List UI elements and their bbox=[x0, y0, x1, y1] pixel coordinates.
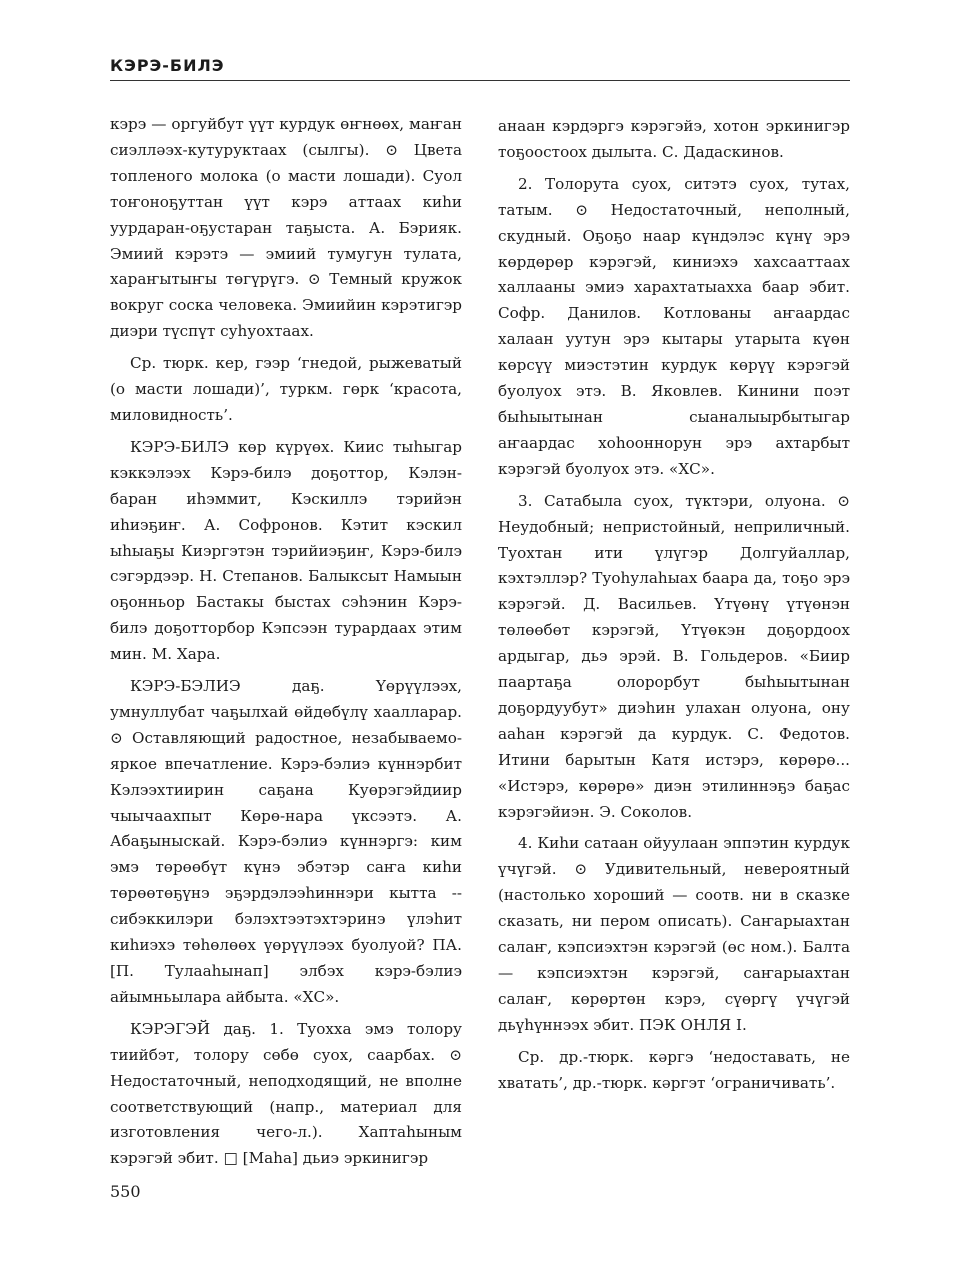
page-number: 550 bbox=[110, 1182, 141, 1201]
left-column bbox=[110, 112, 462, 1178]
running-title: КЭРЭ-БИЛЭ bbox=[110, 56, 225, 75]
entry-keregei-sense-4: 4. Киһи сатаан ойуулаан эппэтин курдук үчүгэй. ⊙ Удивительный, невероятный (настолько хороший — соотв. ни в сказке сказать, ни пером описать). Саҥарыахтан салаҥ, кэпсиэхтэн кэрэгэй (өс ном.). Балта — кэпсиэхтэн кэрэгэй, саҥарыахтан салаҥ, көрөртөн кэрэ, сүөргү үчүгэй дьүһүннээх эбит. ПЭК ОНЛЯ I. bbox=[498, 834, 850, 1034]
entry-keregei-sense-2: 2. Толорута суох, ситэтэ суох, тутах, татым. ⊙ Недостаточный, неполный, скудный. Оҕоҕо наар күндэлэс күнү эрэ көрдөрөр кэрэгэй, киниэхэ хахсааттаах халлааны эмиэ харахтатыахха баар эбит. Софр. Данилов. Котлованы аҥаардас халаан уутун эрэ кытары утарыта күөн көрсүү миэстэтин курдук көрүү кэрэгэй буолуох этэ. В. Яковлев. Кинини поэт быһыытынан сыаналыырбытыгар аҥаардас хоһооннорун эрэ ахтарбыт кэрэгэй буолуох этэ. «ХС». bbox=[498, 174, 850, 478]
right-column bbox=[498, 114, 850, 1103]
entry-keregei-etymology: Ср. др.-тюрк. кәргэ ‘недоставать, не хватать’, др.-тюрк. кәргэт ‘ограничивать’. bbox=[498, 1047, 850, 1092]
entry-kere: кэрэ — оргуйбут үүт курдук өҥнөөх, маҥан сиэлләэх-кутуруктаах (сылгы). ⊙ Цвета топленого молока (о масти лошади). Суол тоҥоноҕуттан үүт кэрэ аттаах киһи уурдаран-оҕустаран таҕыста. А. Бэрияк. Эмиий кэрэтэ — эмиий тумугун тулата, хараҥытыҥы төгүрүгэ. ⊙ Темный кружок вокруг соска человека. Эмиийин кэрэтигэр диэри түспүт суһуохтаах. bbox=[110, 115, 462, 341]
entry-kere-bile: КЭРЭ-БИЛЭ көр күрүөх. Киис тыһыгар кэккэлээх Кэрэ-билэ доҕоттор, Кэлэн-баран иһэммит, Кэскиллэ тэрийэн иһиэҕиҥ. А. Софронов. Кэтит кэскил ыһыаҕы Киэргэтэн тэрийиэҕиҥ, Кэрэ-билэ сэгэрдээр. Н. Степанов. Балыксыт Намыын оҕонньор Бастакы быстах сэһэнин Кэрэ-билэ доҕотторбор Кэпсээн турардаах этим мин. М. Хара. bbox=[110, 437, 462, 664]
entry-keregei-sense-3: 3. Сатабыла суох, түктэри, олуона. ⊙ Неудобный; непристойный, неприличный. Туохтан ити үлүгэр Долгуйаллар, кэхтэллэр? Туоһулаһыах баара да, тоҕо эрэ кэрэгэй. Д. Васильев. Үтүөнү үтүөнэн төлөөбөт кэрэгэй, Үтүөкэн доҕордоох ардыгар, дьэ эрэй. В. Гольдеров. «Биир паартаҕа олорорбут быһыытынан доҕордуубут» диэһин улахан олуона, ону ааһан кэрэгэй да курдук. С. Федотов. Итини барытын Катя истэрэ, көрөрө... «Истэрэ, көрөрө» диэн этилиннэҕэ баҕас кэрэгэйиэн. Э. Соколов. bbox=[498, 491, 850, 821]
entry-keregei-sense-1: КЭРЭГЭЙ даҕ. 1. Туохха эмэ толору тиийбэт, толору сөбө суох, саарбах. ⊙ Недостаточный, неподходящий, не вполне соответствующий (напр., материал для изготовления чего-л.). Хаптаһыным кэрэгэй эбит. □ [Маһа] дьиэ эркинигэр bbox=[110, 1019, 462, 1168]
entry-keregei-continuation: анаан кэрдэргэ кэрэгэйэ, хотон эркинигэр тоҕоостоох дылыта. С. Дадаскинов. bbox=[498, 117, 850, 161]
header-rule bbox=[110, 80, 850, 81]
entry-kere-etymology: Ср. тюрк. кер, гээр ‘гнедой, рыжеватый (о масти лошади)’, туркм. гөрк ‘красота, миловидность’. bbox=[110, 354, 462, 424]
entry-kere-belie: КЭРЭ-БЭЛИЭ даҕ. Үөрүүлээх, умнуллубат чаҕылхай өйдөбүлү хаалларар. ⊙ Оставляющий радостное, незабываемо-яркое впечатление. Кэрэ-бэлиэ күннэрбит Кэлээхтиирин саҕана Куөрэгэйдиир чыычаахпыт Көрө-нара үксээтэ. А. Абаҕыныскай. Кэрэ-бэлиэ күннэргэ: ким эмэ төрөөбүт күнэ эбэтэр саҥа киһи төрөөтөҕүнэ эҕэрдэлээһиннэри кытта -- сибэккилэри бэлэхтээтэхтэринэ үлэһит киһиэхэ төһөлөөх үөрүүлээх буолуой? ПА. [П. Тулааһынап] элбэх кэрэ-бэлиэ айымньылара айбыта. «ХС». bbox=[110, 677, 462, 1006]
